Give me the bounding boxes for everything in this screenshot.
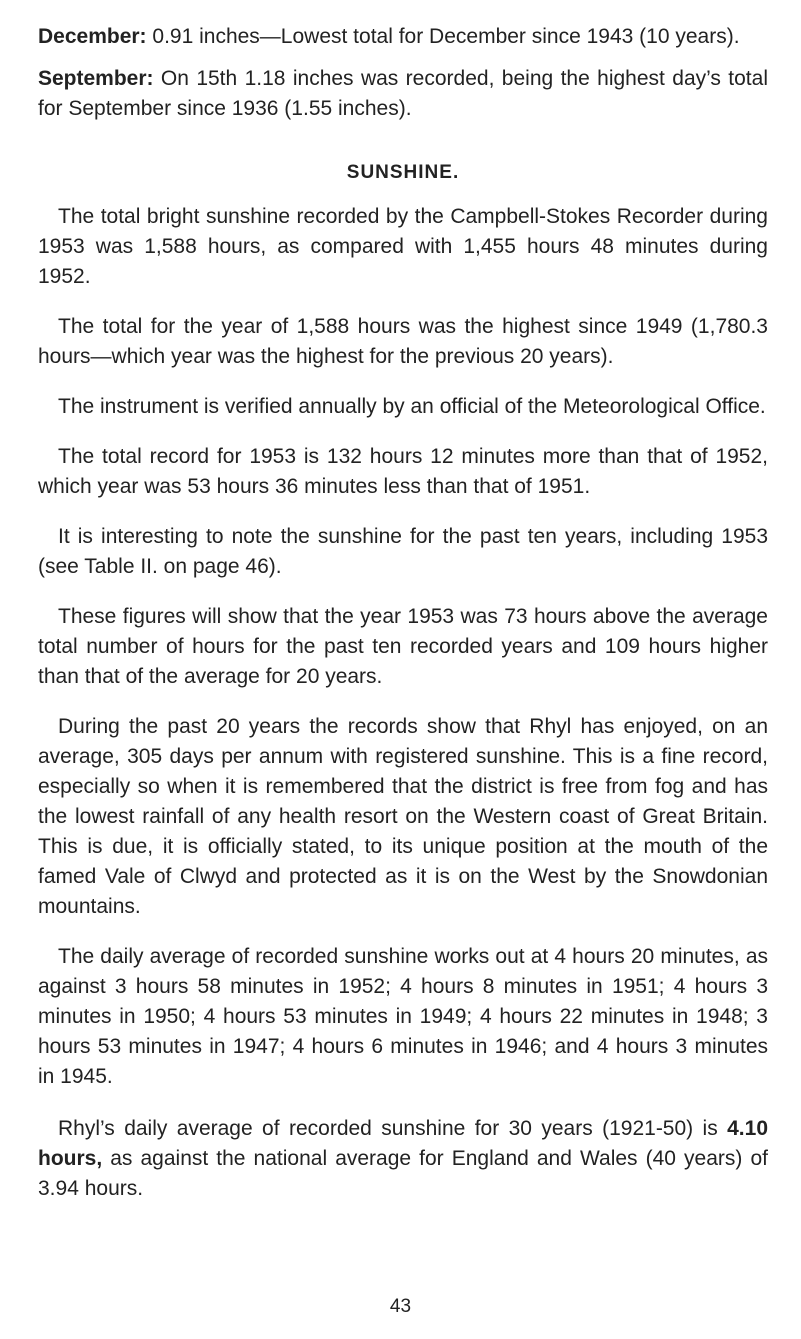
- national-average-text-start: Rhyl’s daily average of recorded sunshine for 30 years (1921-50) is: [58, 1117, 728, 1140]
- december-paragraph: [38, 22, 768, 52]
- national-average-paragraph: [38, 1114, 768, 1204]
- comparison-paragraph: The total record for 1953 is 132 hours 12 minutes more than that of 1952, which year was 53 hours 36 minutes less than that of 1951.: [38, 445, 768, 498]
- december-label: December:: [38, 25, 147, 48]
- september-label: September:: [38, 67, 154, 90]
- september-paragraph: [38, 64, 768, 124]
- document-page: [38, 22, 768, 1204]
- figures-paragraph: These figures will show that the year 1953 was 73 hours above the average total number of hours for the past ten recorded years and 109 hours higher than that of the average for 20 years.: [38, 605, 768, 688]
- ten-years-paragraph: It is interesting to note the sunshine for the past ten years, including 1953 (see Table II. on page 46).: [38, 525, 768, 578]
- national-average-text-end: as against the national average for England and Wales (40 years) of 3.94 hours.: [38, 1147, 768, 1200]
- sunshine-total-paragraph: The total bright sunshine recorded by the Campbell-Stokes Recorder during 1953 was 1,588 hours, as compared with 1,455 hours 48 minutes during 1952.: [38, 205, 768, 288]
- twenty-years-paragraph: During the past 20 years the records show that Rhyl has enjoyed, on an average, 305 days per annum with registered sunshine. This is a fine record, especially so when it is remembered that the district is free from fog and has the lowest rainfall of any health resort on the Western coast of Great Britain. This is due, it is officially stated, to its unique position at the mouth of the famed Vale of Clwyd and protected as it is on the West by the Snowdonian mountains.: [38, 715, 768, 918]
- highest-since-paragraph: The total for the year of 1,588 hours was the highest since 1949 (1,780.3 hours—which year was the highest for the previous 20 years).: [38, 315, 768, 368]
- daily-average-value: 4.10 hours,: [38, 1117, 768, 1170]
- december-text: 0.91 inches—Lowest total for December since 1943 (10 years).: [146, 25, 740, 48]
- instrument-paragraph: The instrument is verified annually by an official of the Meteorological Office.: [58, 395, 766, 418]
- page-number: 43: [389, 1296, 412, 1317]
- daily-average-paragraph: The daily average of recorded sunshine works out at 4 hours 20 minutes, as against 3 hours 58 minutes in 1952; 4 hours 8 minutes in 1951; 4 hours 3 minutes in 1950; 4 hours 53 minutes in 1949; 4 hours 22 minutes in 1948; 3 hours 53 minutes in 1947; 4 hours 6 minutes in 1946; and 4 hours 3 minutes in 1945.: [38, 945, 768, 1088]
- september-text: On 15th 1.18 inches was recorded, being the highest day’s total for September since 1936 (1.55 inches).: [38, 67, 768, 120]
- sunshine-heading: SUNSHINE.: [346, 162, 460, 183]
